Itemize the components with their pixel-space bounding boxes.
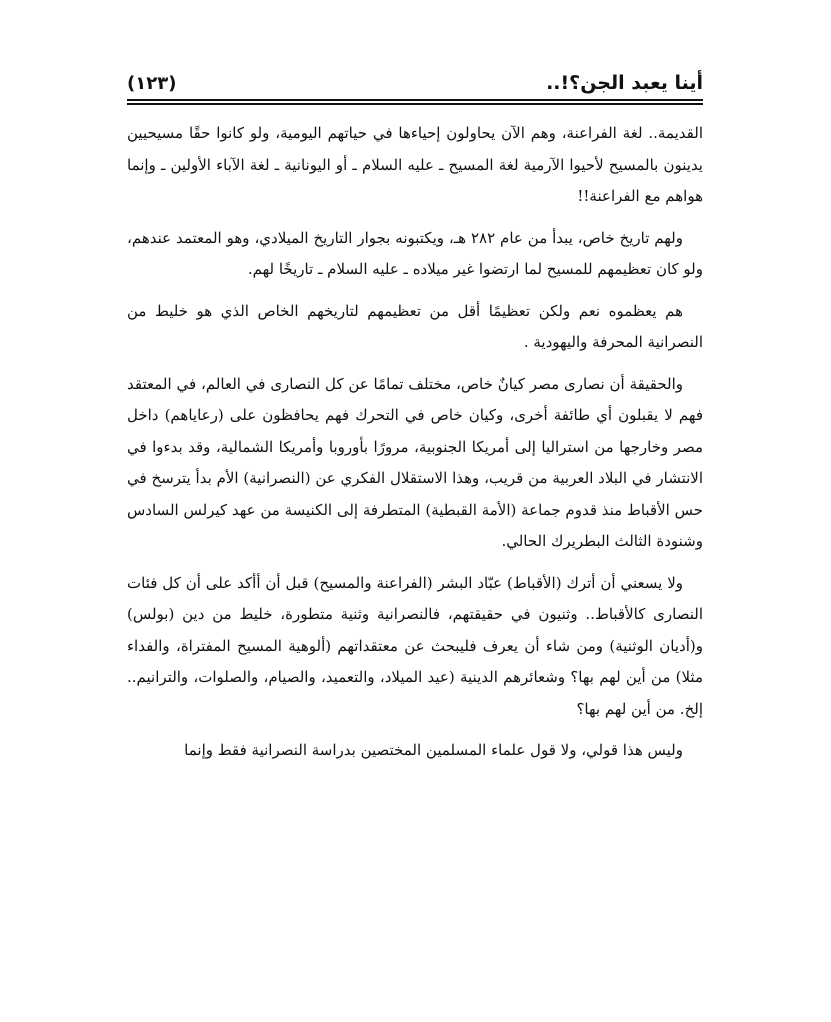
body-text bbox=[127, 118, 703, 777]
running-header bbox=[127, 68, 703, 98]
paragraph: وليس هذا قولي، ولا قول علماء المسلمين المختصين بدراسة النصرانية فقط وإنما bbox=[184, 741, 683, 759]
paragraph: القديمة.. لغة الفراعنة، وهم الآن يحاولون إحياءها في حياتهم اليومية، ولو كانوا حقًا مسيحيين يدينون بالمسيح لأحيوا الآرمية لغة المسيح ـ عليه السلام ـ أو اليونانية ـ لغة الآباء الأولين ـ وإنما هواهم مع الفراعنة!! bbox=[127, 124, 703, 205]
header-title: أينا يعبد الجن؟!.. bbox=[546, 72, 703, 94]
header-rule-bottom bbox=[127, 103, 703, 105]
paragraph: والحقيقة أن نصارى مصر كيانٌ خاص، مختلف تمامًا عن كل النصارى في العالم، في المعتقد فهم لا يقبلون أي طائفة أخرى، وكيان خاص في التحرك فهم يحافظون على (رعاياهم) داخل مصر وخارجها من استراليا إلى أمريكا الجنوبية، مرورًا بأوروبا وأمريكا الشمالية، وقد بدءوا في الانتشار في البلاد العربية من قريب، وهذا الاستقلال الفكري عن (النصرانية) الأم بدأ يترسخ في حس الأقباط منذ قدوم جماعة (الأمة القبطية) المتطرفة إلى الكنيسة من عهد كيرلس السادس وشنودة الثالث البطريرك الحالي. bbox=[127, 374, 703, 550]
header-rule-top bbox=[127, 99, 703, 101]
paragraph: ولهم تاريخ خاص، يبدأ من عام ٢٨٢ هـ، ويكتبونه بجوار التاريخ الميلادي، وهو المعتمد عندهم، ولو كان تعظيمهم للمسيح لما ارتضوا غير ميلاده ـ عليه السلام ـ تاريخًا لهم. bbox=[127, 228, 703, 278]
page-number: (١٢٣) bbox=[127, 72, 177, 94]
paragraph: ولا يسعني أن أترك (الأقباط) عبّاد البشر (الفراعنة والمسيح) قبل أن أأكد على أن كل فئات النصارى كالأقباط.. وثنيون في حقيقتهم، فالنصرانية وثنية متطورة، خليط من دين (بولس) و(أديان الوثنية) ومن شاء أن يعرف فليبحث عن معتقداتهم (ألوهية المسيح المفتراة، والفداء مثلا) من أين لهم بها؟ وشعائرهم الدينية (عيد الميلاد، والتعميد، والصيام، والصلوات، والترانيم.. إلخ. من أين لهم بها؟ bbox=[127, 573, 703, 718]
paragraph: هم يعظموه نعم ولكن تعظيمًا أقل من تعظيمهم لتاريخهم الخاص الذي هو خليط من النصرانية المحرفة واليهودية . bbox=[127, 301, 703, 351]
